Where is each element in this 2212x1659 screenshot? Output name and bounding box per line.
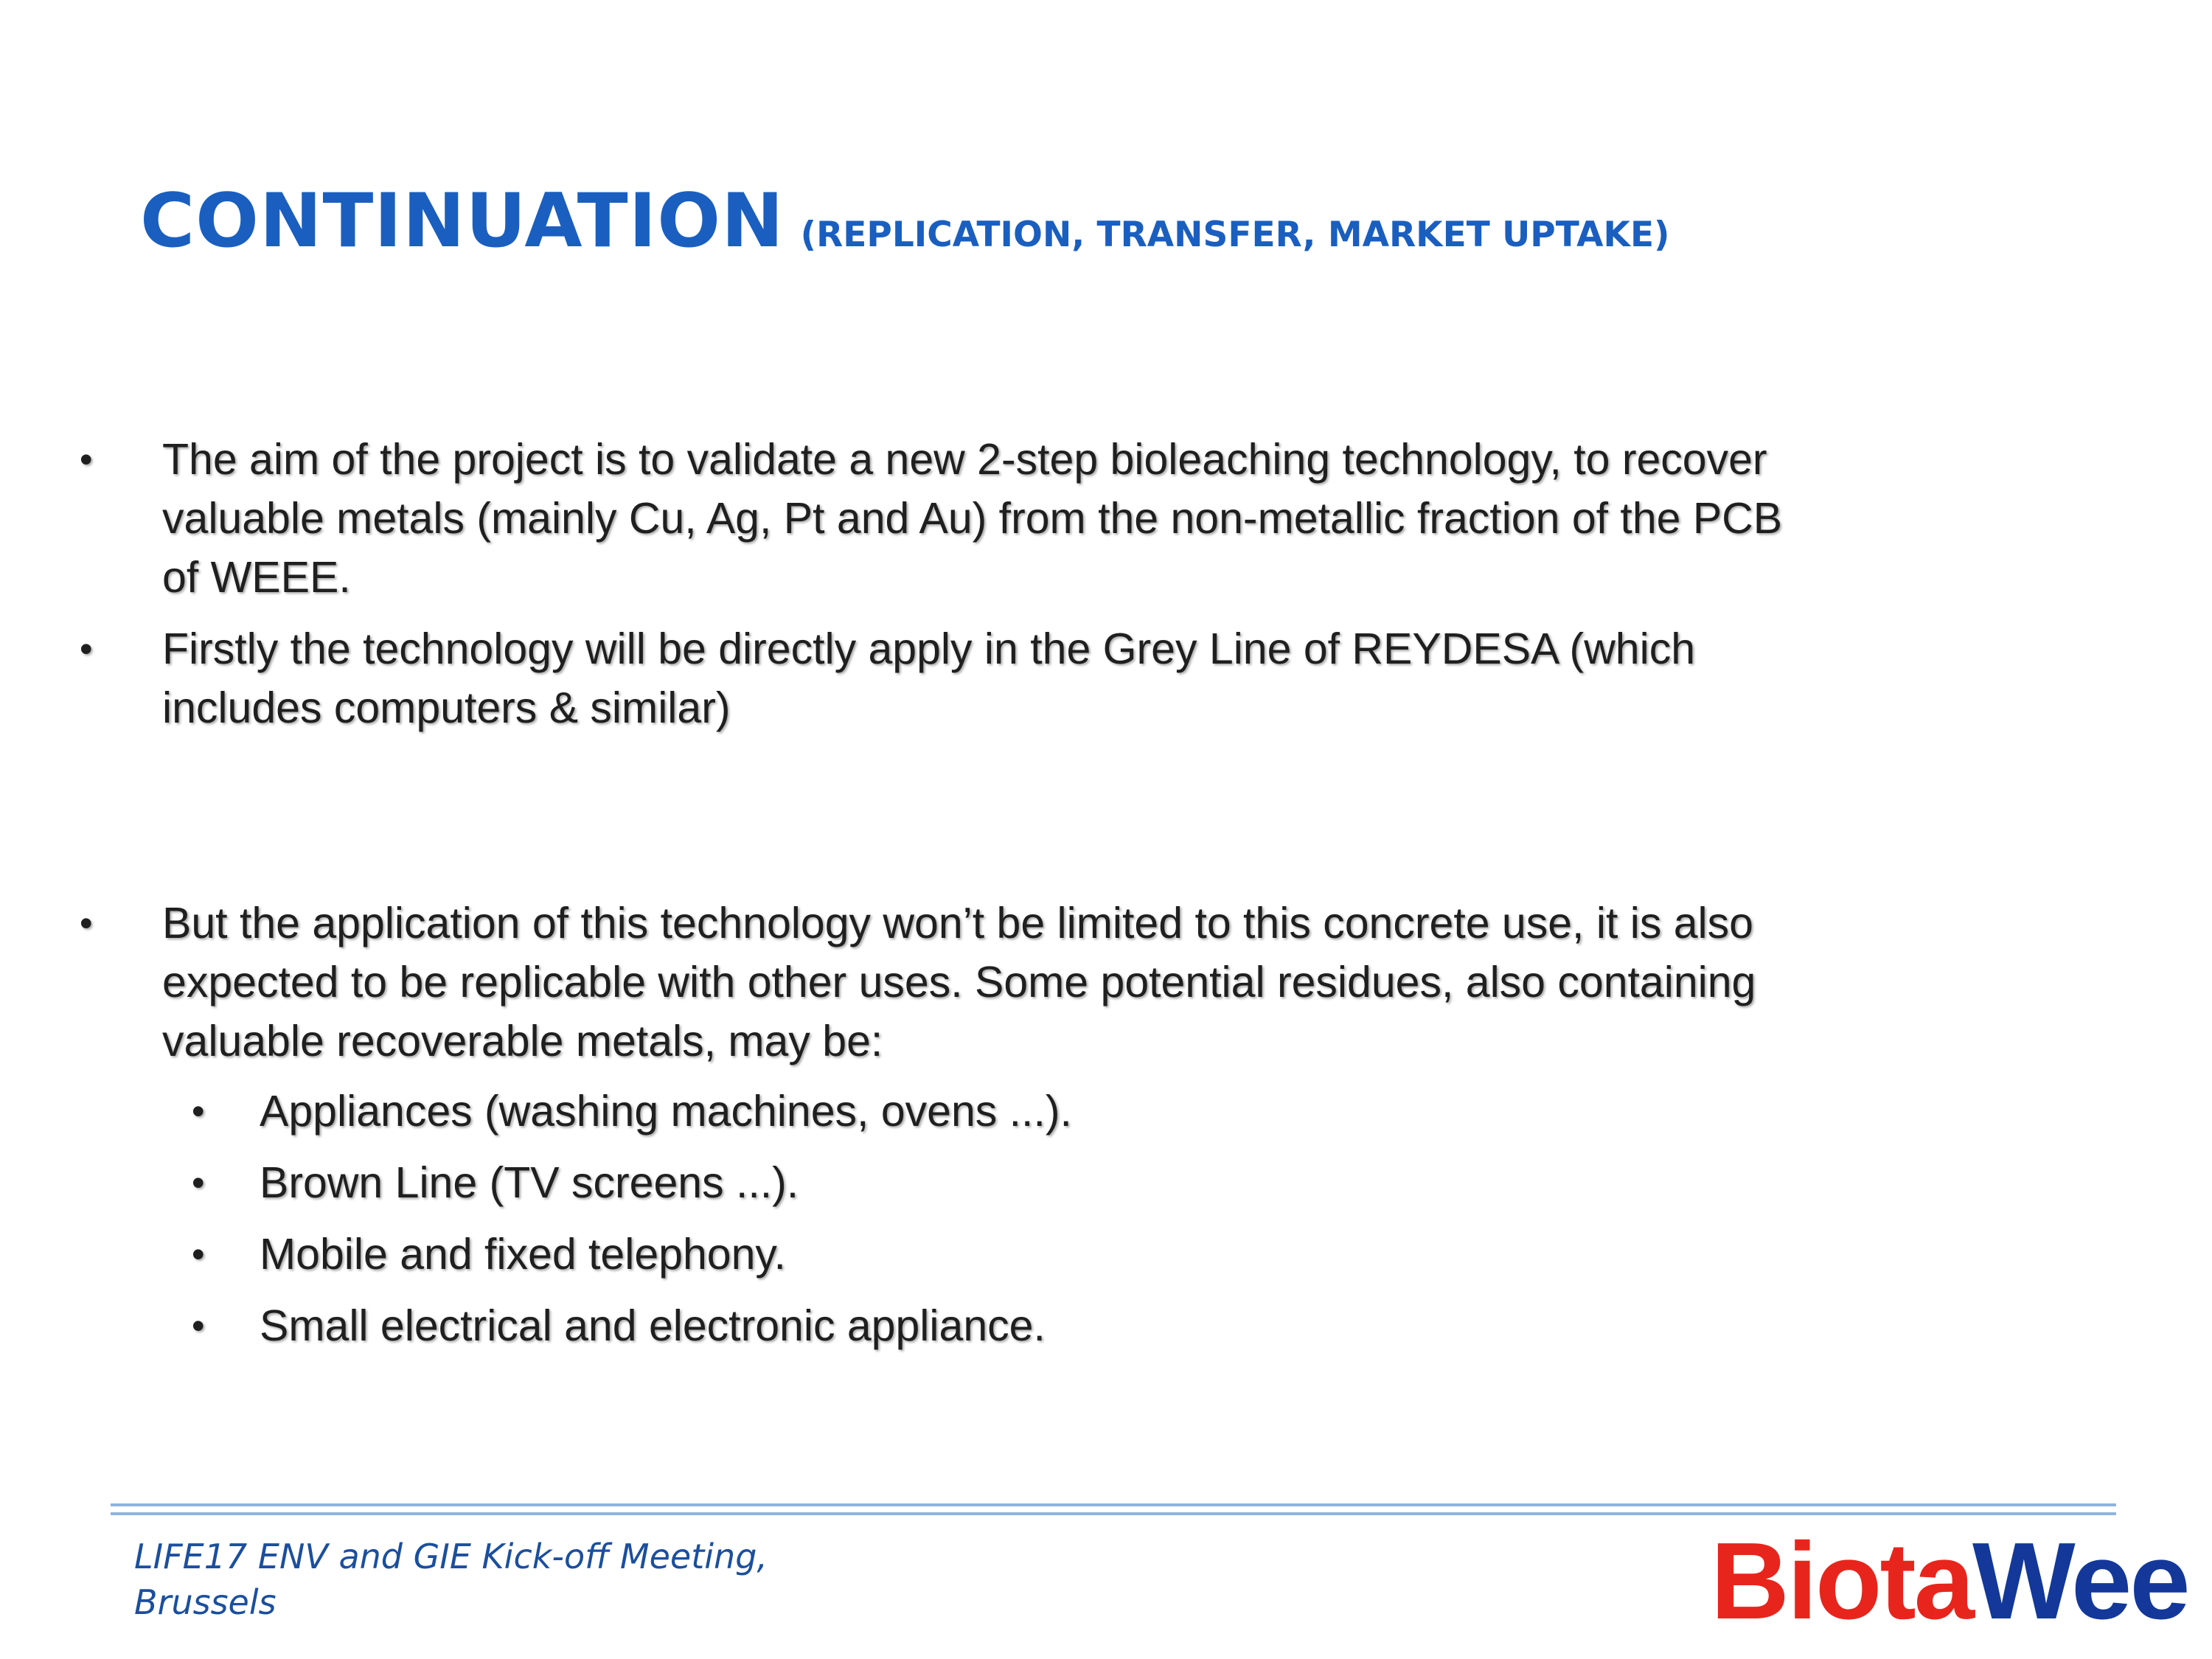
bullet-line: But the application of this technology won’t be limited to this concrete use, it is also <box>162 899 1753 947</box>
bullet-icon: • <box>192 1234 205 1275</box>
footer-caption <box>134 1534 768 1625</box>
bullet-line: includes computers & similar) <box>162 684 731 732</box>
footer-line: Brussels <box>134 1582 276 1622</box>
bullet-icon: • <box>80 439 93 480</box>
footer-line: LIFE17 ENV and GIE Kick-off Meeting, <box>134 1537 768 1576</box>
sub-bullet-text: Mobile and fixed telephony. <box>260 1230 786 1279</box>
bullet-line: valuable metals (mainly Cu, Ag, Pt and Au) from the non-metallic fraction of the PCB <box>162 494 1783 543</box>
sub-bullet-text: Small electrical and electronic appliance. <box>260 1301 1046 1350</box>
footer-divider <box>111 1512 2116 1515</box>
title-subtitle: (REPLICATION, TRANSFER, MARKET UPTAKE) <box>800 215 1670 255</box>
bullet-icon: • <box>192 1091 205 1132</box>
sub-bullet-text: Brown Line (TV screens ...). <box>260 1158 799 1207</box>
bullet-icon: • <box>192 1305 205 1346</box>
title-main: CONTINUATION <box>140 177 785 264</box>
bullet-item-aim <box>80 430 2050 607</box>
sub-bullet-item <box>192 1225 1955 1284</box>
bullet-line: of WEEE. <box>162 553 351 602</box>
footer-divider <box>111 1503 2116 1506</box>
bullet-icon: • <box>192 1162 205 1203</box>
bullet-icon: • <box>80 902 93 944</box>
sub-bullet-item <box>192 1082 1955 1141</box>
bullet-item-application <box>80 894 2050 1071</box>
logo-part-biota: Biota <box>1711 1520 1972 1642</box>
biotawee-logo <box>1711 1519 2188 1644</box>
bullet-line: valuable recoverable metals, may be: <box>162 1017 883 1065</box>
sub-bullet-text: Appliances (washing machines, ovens ...). <box>260 1087 1072 1135</box>
bullet-item-grey-line <box>80 619 2050 737</box>
bullet-line: Firstly the technology will be directly apply in the Grey Line of REYDESA (which <box>162 625 1696 673</box>
sub-bullet-item <box>192 1296 1955 1355</box>
logo-part-wee: Wee <box>1972 1520 2188 1642</box>
sub-bullet-item <box>192 1153 1955 1212</box>
bullet-line: expected to be replicable with other uses. Some potential residues, also containing <box>162 958 1756 1006</box>
bullet-line: The aim of the project is to validate a new 2-step bioleaching technology, to recover <box>162 435 1767 484</box>
bullet-icon: • <box>80 628 93 669</box>
